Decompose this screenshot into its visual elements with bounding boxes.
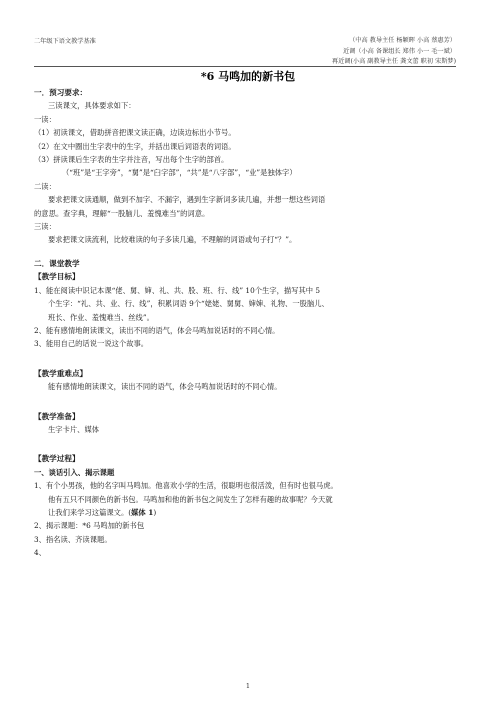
process-item-4: 4、 bbox=[34, 548, 46, 558]
read2-text: 的意思。查字典，理解“一股脑儿、羞愧难当”的词意。 bbox=[34, 208, 210, 218]
goals-heading: 【教学目标】 bbox=[34, 272, 80, 282]
read1-label: 一读： bbox=[34, 114, 56, 124]
process-item-1-cont bbox=[34, 506, 466, 519]
header-right-line: （中高 教导主任 杨颖晖 小高 蔡惠芳） bbox=[349, 37, 456, 44]
preview-heading: 一．预习要求： bbox=[34, 88, 88, 97]
read1-item: （1）初读课文，借助拼音把课文读正确，边读边标出小节号。 bbox=[34, 128, 236, 138]
process-item-1-text: 让我们来学习这篇课文。( bbox=[48, 507, 132, 517]
process-item-1: 1、有个小男孩，他的名字叫马鸣加。他喜欢小学的生活，很聪明也很活泼，但有时也很马虎。 bbox=[34, 481, 338, 491]
keypoints-text: 能有感情地朗读课文，读出不同的语气，体会马鸣加说话时的不同心情。 bbox=[48, 382, 282, 392]
process-item-1-close: ) bbox=[153, 507, 157, 517]
process-step-1 bbox=[34, 466, 466, 479]
read2-text: 要求把课文读通顺，做到不加字、不漏字，遇到生字新词多读几遍，并想一想这些词语 bbox=[48, 195, 326, 205]
radicals-note: （“班”是“王字旁”，“舅”是“臼字部”，“共”是“八字部”，“业”是独体字） bbox=[62, 168, 297, 178]
process-heading: 【教学过程】 bbox=[34, 454, 80, 464]
goal-3: 3、能用自己的话说一说这个故事。 bbox=[34, 339, 149, 349]
media-ref: 媒体 1 bbox=[131, 507, 154, 517]
goal-1-cont: 班长、作业、羞愧难当、丝线”。 bbox=[48, 312, 154, 322]
read1-item: （3）拼读课后生字表的生字并注音，写出每个生字的部首。 bbox=[34, 155, 229, 165]
header-left: 二年级下语文教学基准 bbox=[34, 38, 96, 45]
keypoints-heading: 【教学重难点】 bbox=[34, 368, 88, 378]
preview-intro: 三读课文，具体要求如下： bbox=[48, 101, 136, 111]
read3-text: 要求把课文读流利，比较难读的句子多读几遍，不理解的词语或句子打“？”。 bbox=[48, 235, 297, 245]
header-right-line: 近调（小高 备课组长 郑伟 小一 毛一斌） bbox=[342, 47, 456, 55]
process-item-2: 2、揭示课题：*6 马鸣加的新书包 bbox=[34, 521, 145, 531]
prep-heading: 【教学准备】 bbox=[34, 411, 80, 421]
page-number: 1 bbox=[245, 682, 251, 690]
goal-1-cont: 个生字：“礼、共、业、行、线”，积累词语 9个“姥姥、舅舅、婶婶、礼物、一股脑儿、 bbox=[48, 299, 329, 309]
header-right-line: 再近调(小高 副教导主任 龚文蕾 职初 宋斯梦) bbox=[331, 58, 456, 65]
read2-label: 二读： bbox=[34, 181, 56, 191]
header-right bbox=[226, 36, 456, 68]
goal-2: 2、能有感情地朗读课文，读出不同的语气，体会马鸣加说话时的不同心情。 bbox=[34, 325, 280, 335]
teaching-heading: 二．课堂教学 bbox=[34, 258, 80, 268]
goal-1: 1、能在阅读中识记本课“佬、舅、婶、礼、共、股、班、行、线” 10个生字，描写其中 5 bbox=[34, 285, 321, 295]
process-step-1-text: 一、谈话引入、揭示课题 bbox=[34, 467, 115, 477]
document-body bbox=[34, 86, 466, 560]
process-item-1-cont: 他有五只不同颜色的新书包。马鸣加和他的新书包之间发生了怎样有趣的故事呢？今天就 bbox=[48, 494, 333, 504]
process-item-3: 3、指名读、齐读课题。 bbox=[34, 534, 112, 544]
header-divider bbox=[34, 66, 456, 67]
read1-item: （2）在文中圈出生字表中的生字，并括出课后词语表的词语。 bbox=[34, 141, 236, 151]
read3-label: 三读： bbox=[34, 222, 56, 232]
document-title: *6 马鸣加的新书包 bbox=[200, 70, 296, 83]
prep-text: 生字卡片、媒体 bbox=[48, 424, 100, 434]
